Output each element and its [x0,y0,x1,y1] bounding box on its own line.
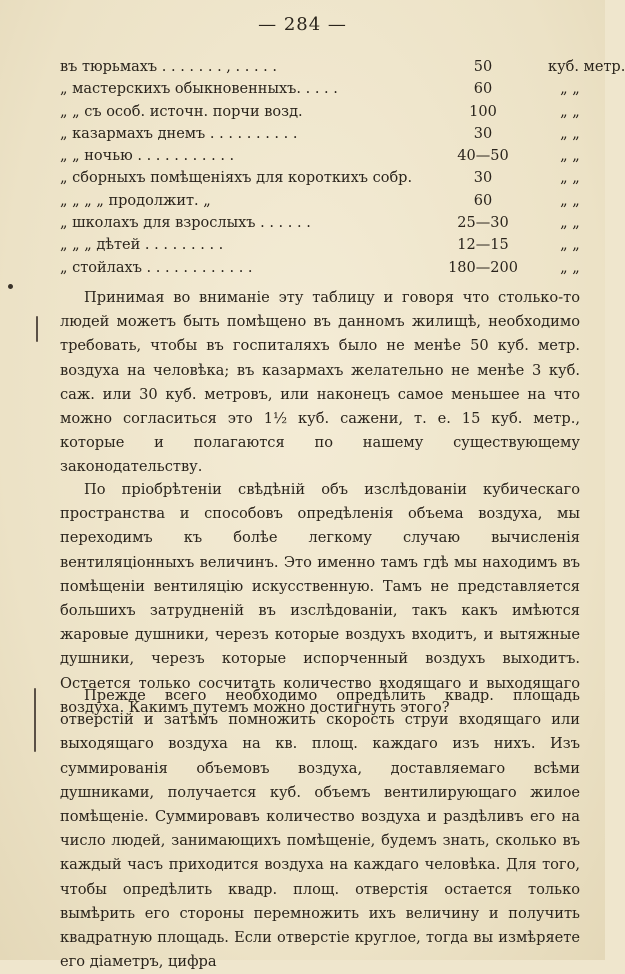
row-value: 12—15 [457,237,509,254]
row-unit: „ „ [560,215,580,232]
row-label: „ школахъ для взрослыхъ . . . . . . [60,215,311,232]
table-row [60,167,590,189]
row-value: 60 [473,192,493,209]
row-value: 100 [469,103,497,120]
row-value: 50 [473,59,493,75]
row-value: 25—30 [457,215,509,232]
row-label: въ тюрьмахъ . . . . . . . , . . . . . [60,59,277,75]
table-row [60,212,590,234]
table-row [60,56,625,78]
row-unit: „ „ [560,81,580,98]
table-row [60,145,590,167]
table-row [60,257,590,279]
row-label: „ „ съ особ. источн. порчи возд. [60,103,303,120]
paragraph-1 [60,286,580,480]
row-label: „ мастерскихъ обыкновенныхъ. . . . . [60,81,338,98]
row-unit: „ „ [560,125,580,142]
row-label: „ „ ночью . . . . . . . . . . . [60,148,235,165]
row-label: „ стойлахъ . . . . . . . . . . . . [60,259,253,276]
row-unit: „ „ [560,192,580,209]
row-value: 30 [473,125,493,142]
paragraph-text: Принимая во вниманіе эту таблицу и говоря что столько-то людей можетъ быть помѣщено въ данномъ жилищѣ, необходимо требовать, чтобы въ госпиталяхъ было не менѣе 50 куб. метр. воздуха на человѣка; въ казармахъ желательно не менѣе 3 куб. саж. или 30 куб. метровъ, или наконецъ самое меньшее на что можно согласиться это 1½ куб. сажени, т. е. 15 куб. метр., которые и полагаются по нашему существующему законодательству. [60,289,580,476]
table-row [60,101,590,123]
row-label: „ казармахъ днемъ . . . . . . . . . . [60,125,298,142]
table-row [60,234,590,256]
row-unit: „ „ [560,259,580,276]
row-unit: „ „ [560,237,580,254]
row-value: 30 [473,170,493,187]
margin-pencil-mark [36,316,38,342]
row-label: „ сборныхъ помѣщеніяхъ для короткихъ собр. [60,170,413,187]
table-row [60,123,590,145]
table-row [60,78,590,100]
row-label: „ „ „ „ продолжит. „ [60,192,211,209]
row-label: „ „ „ дѣтей . . . . . . . . . [60,237,224,254]
row-unit: „ „ [560,170,580,187]
row-value: 180—200 [448,259,518,276]
row-value: 40—50 [457,148,509,165]
air-volume-table [60,56,625,279]
row-unit: „ „ [560,103,580,120]
page-number: — 284 — [258,14,347,35]
row-value: 60 [473,81,493,98]
ink-spot [8,284,13,289]
row-unit: куб. метр. [548,59,625,75]
paragraph-3 [60,684,580,974]
margin-pencil-mark [34,688,36,752]
paragraph-text: По пріобрѣтеніи свѣдѣній объ изслѣдованіи кубическаго пространства и способовъ опредѣленія объема воздуха, мы переходимъ къ болѣе легкому случаю вычисленія вентиляціонныхъ величинъ. Это именно тамъ гдѣ мы находимъ въ помѣщеніи вентиляцію искусственную. Тамъ не представляется большихъ затрудненій въ изслѣдованіи, такъ какъ имѣются жаровые душники, черезъ которые воздухъ входитъ, и вытяжные душники, черезъ которые испорченный воздухъ выходитъ. Остается только сосчитать количество входящаго и выходящаго воздуха. Какимъ путемъ можно достигнуть этого? [60,481,580,716]
paragraph-text: Прежде всего необходимо опредѣлить квадр. площадь отверстій и затѣмъ помножить скорость струи входящаго или выходящаго воздуха на кв. площ. каждаго изъ нихъ. Изъ суммированія объемовъ воздуха, доставляемаго всѣми душниками, получается куб. объемъ вентилирующаго жилое помѣщеніе. Суммировавъ количество воздуха и раздѣливъ его на число людей, занимающихъ помѣщеніе, будемъ знать, сколько въ каждый часъ приходится воздуха на каждаго человѣка. Для того, чтобы опредѣлить квадр. площ. отверстія остается только вымѣрить его стороны перемножить ихъ величину и получить квадратную площадь. Если отверстіе круглое, тогда вы измѣряете его діаметръ, цифра [60,687,580,971]
row-unit: „ „ [560,148,580,165]
table-row [60,190,590,212]
